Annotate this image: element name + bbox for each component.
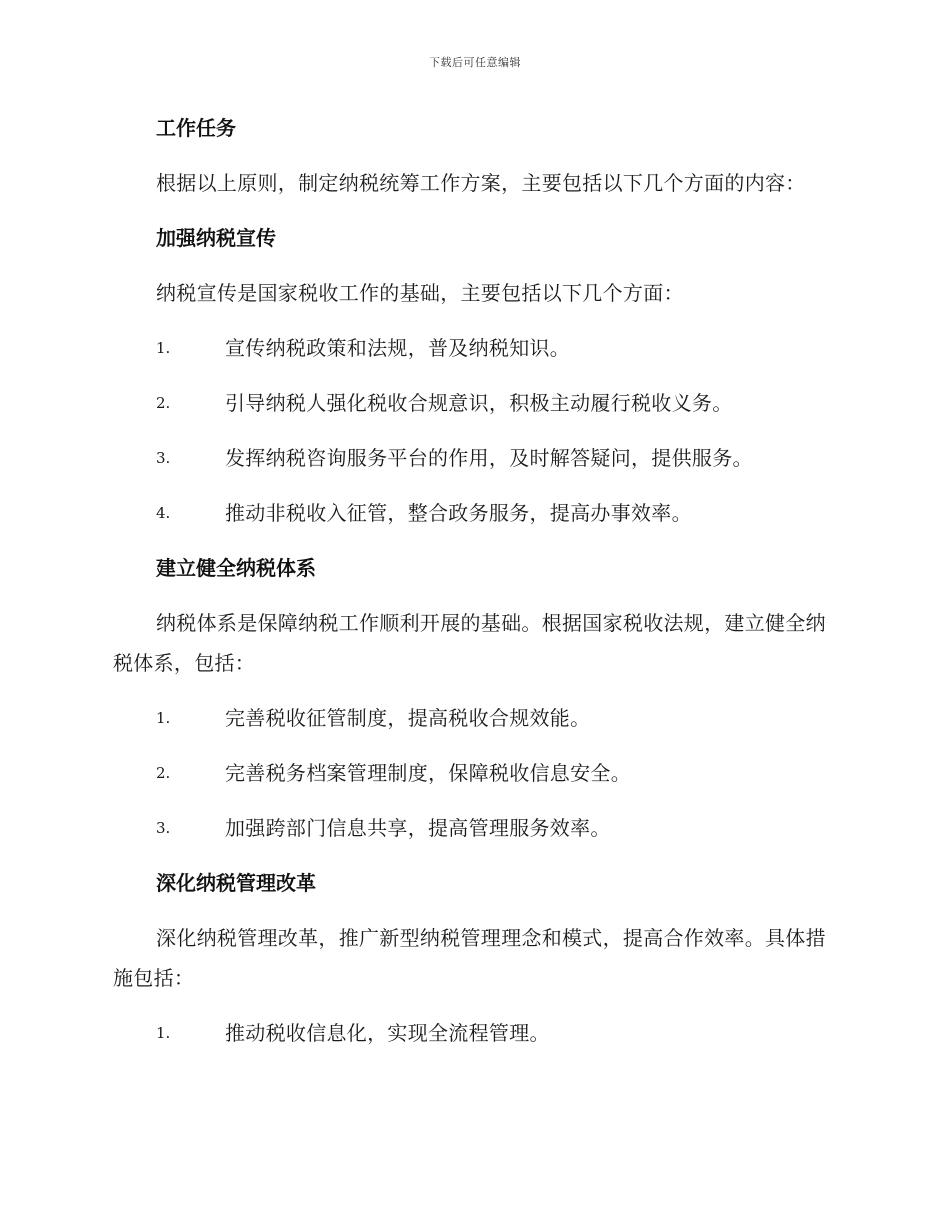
numbered-list bbox=[113, 328, 835, 533]
list-item-number: 3. bbox=[156, 819, 171, 837]
section-heading: 深化纳税管理改革 bbox=[156, 871, 316, 895]
list-item-number: 1. bbox=[156, 1024, 171, 1042]
numbered-list bbox=[113, 698, 835, 848]
list-item bbox=[113, 383, 835, 423]
list-item-number: 1. bbox=[156, 709, 171, 727]
list-item bbox=[113, 1013, 835, 1053]
numbered-list bbox=[113, 1013, 835, 1053]
list-item-text: 推动非税收入征管，整合政务服务，提高办事效率。 bbox=[225, 501, 692, 525]
document-body bbox=[113, 108, 835, 1068]
section-paragraph: 根据以上原则，制定纳税统筹工作方案，主要包括以下几个方面的内容： bbox=[156, 171, 806, 195]
section-heading: 建立健全纳税体系 bbox=[156, 556, 316, 580]
section-paragraph: 纳税体系是保障纳税工作顺利开展的基础。根据国家税收法规，建立健全纳税体系，包括： bbox=[113, 611, 826, 675]
list-item bbox=[113, 753, 835, 793]
list-item-number: 1. bbox=[156, 339, 171, 357]
list-item-text: 加强跨部门信息共享，提高管理服务效率。 bbox=[225, 816, 611, 840]
list-item-text: 完善税务档案管理制度，保障税收信息安全。 bbox=[225, 761, 631, 785]
list-item-text: 发挥纳税咨询服务平台的作用，及时解答疑问，提供服务。 bbox=[225, 446, 753, 470]
list-item-text: 引导纳税人强化税收合规意识，积极主动履行税收义务。 bbox=[225, 391, 733, 415]
section-heading: 加强纳税宣传 bbox=[156, 226, 276, 250]
section-paragraph: 深化纳税管理改革，推广新型纳税管理理念和模式，提高合作效率。具体措施包括： bbox=[113, 926, 826, 990]
list-item-text: 宣传纳税政策和法规，普及纳税知识。 bbox=[225, 336, 571, 360]
section-heading: 工作任务 bbox=[156, 116, 236, 140]
list-item-number: 3. bbox=[156, 449, 171, 467]
list-item bbox=[113, 698, 835, 738]
list-item bbox=[113, 328, 835, 368]
list-item-text: 推动税收信息化，实现全流程管理。 bbox=[225, 1021, 550, 1045]
list-item-number: 4. bbox=[156, 504, 171, 522]
list-item bbox=[113, 808, 835, 848]
list-item bbox=[113, 438, 835, 478]
page-header: 下载后可任意编辑 bbox=[429, 56, 521, 69]
list-item-text: 完善税收征管制度，提高税收合规效能。 bbox=[225, 706, 591, 730]
list-item bbox=[113, 493, 835, 533]
list-item-number: 2. bbox=[156, 764, 171, 782]
section-paragraph: 纳税宣传是国家税收工作的基础，主要包括以下几个方面： bbox=[156, 281, 684, 305]
list-item-number: 2. bbox=[156, 394, 171, 412]
